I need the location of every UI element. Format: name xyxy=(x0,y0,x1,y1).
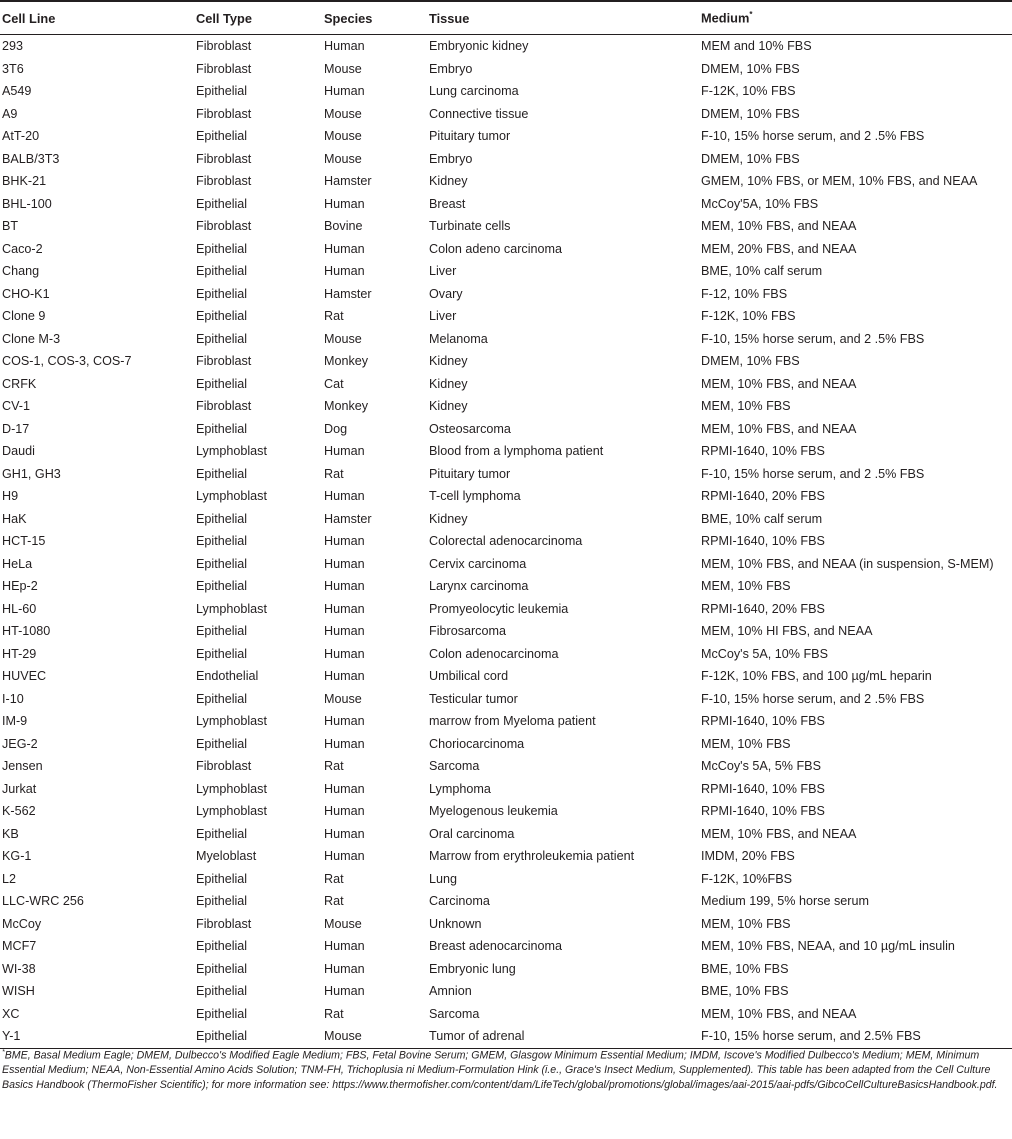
table-row xyxy=(0,845,1012,868)
cell-cell-line: HT-29 xyxy=(2,646,37,661)
table-header xyxy=(0,2,1012,35)
cell-tissue: Turbinate cells xyxy=(429,219,511,233)
header-medium-label: Medium xyxy=(701,10,750,26)
table-row xyxy=(0,1025,1012,1048)
cell-species: Human xyxy=(324,196,365,211)
cell-tissue: Sarcoma xyxy=(429,1006,480,1021)
table-footnote xyxy=(2,1046,1008,1092)
table-row xyxy=(0,868,1012,891)
cell-species: Mouse xyxy=(324,61,362,76)
header-tissue: Tissue xyxy=(427,2,699,35)
header-species: Species xyxy=(322,2,427,35)
cell-tissue: Carcinoma xyxy=(429,894,490,908)
cell-tissue: Kidney xyxy=(429,354,468,368)
table-row xyxy=(0,373,1012,396)
cell-medium: MEM, 10% FBS xyxy=(701,579,791,593)
cell-medium: BME, 10% FBS xyxy=(701,961,789,976)
cell-cell-line: Y-1 xyxy=(0,1025,194,1048)
cell-cell-line: A9 xyxy=(2,106,18,121)
cell-cell-type: Epithelial xyxy=(196,309,248,323)
cell-cell-type: Lymphoblast xyxy=(196,804,267,818)
cell-medium: MEM, 10% FBS, and NEAA xyxy=(701,421,857,436)
cell-cell-type: Myeloblast xyxy=(196,849,257,863)
cell-medium: MEM, 10% FBS, and NEAA (in suspension, S-MEM) xyxy=(701,556,994,571)
table-row xyxy=(0,148,1012,171)
cell-medium: RPMI-1640, 10% FBS xyxy=(701,534,825,548)
cell-medium: RPMI-1640, 10% FBS xyxy=(701,804,825,818)
cell-cell-type: Epithelial xyxy=(196,961,248,976)
cell-medium: MEM, 20% FBS, and NEAA xyxy=(701,241,857,256)
cell-cell-line: McCoy xyxy=(2,916,42,931)
table-row xyxy=(0,440,1012,463)
table-row xyxy=(0,58,1012,81)
cell-medium: MEM, 10% FBS xyxy=(701,399,791,413)
cell-tissue: Kidney xyxy=(429,174,468,188)
cell-cell-line: Clone M-3 xyxy=(2,331,61,346)
cell-tissue: marrow from Myeloma patient xyxy=(429,714,596,728)
cell-cell-type: Epithelial xyxy=(196,871,248,886)
cell-cell-line: AtT-20 xyxy=(2,129,40,143)
table-row xyxy=(0,980,1012,1003)
cell-species: Human xyxy=(324,781,365,796)
cell-species: Human xyxy=(324,534,365,548)
cell-cell-line: Daudi xyxy=(2,444,35,458)
cell-species: Mouse xyxy=(322,1025,427,1048)
table-row xyxy=(0,620,1012,643)
cell-species: Mouse xyxy=(324,331,362,346)
cell-tissue: Melanoma xyxy=(429,331,488,346)
cell-medium: BME, 10% calf serum xyxy=(701,264,823,278)
footnote-text: BME, Basal Medium Eagle; DMEM, Dulbecco's Modified Eagle Medium; FBS, Fetal Bovine Serum; GMEM, Glasgow Minimum Essential Medium; IMDM, Iscove's Modified Dulbecco's Medium; MEM, Minimum Essential Medium; NEAA, Non-Essential Amino Acids Solution; TNM-FH, Trichoplusia ni Medium-Formulation Hink (i.e., Grace's Insect Medium, Supplemented). This table has been adapted from the Cell Culture Basics Handbook (ThermoFisher Scientific); for more information see: https://www.thermofisher.com/content/dam/LifeTech/global/promotions/global/images/aai-2015/aai-pdfs/GibcoCellCultureBasicsHandbook.pdf. xyxy=(2,1049,998,1091)
table-row xyxy=(0,328,1012,351)
cell-cell-type: Epithelial xyxy=(196,241,248,256)
cell-tissue: Umbilical cord xyxy=(429,669,509,683)
cell-cell-line: IM-9 xyxy=(2,714,28,728)
table-row xyxy=(0,260,1012,283)
cell-tissue: Fibrosarcoma xyxy=(429,624,506,638)
table-row xyxy=(0,575,1012,598)
cell-tissue: Blood from a lymphoma patient xyxy=(429,444,604,458)
cell-tissue: Kidney xyxy=(429,511,468,526)
cell-tissue: Embryonic lung xyxy=(429,961,516,976)
cell-species: Monkey xyxy=(324,399,369,413)
table-row xyxy=(0,395,1012,418)
cell-medium: RPMI-1640, 10% FBS xyxy=(701,444,825,458)
cell-medium: MEM, 10% FBS, and NEAA xyxy=(701,1006,857,1021)
table-row xyxy=(0,530,1012,553)
cell-medium: DMEM, 10% FBS xyxy=(701,151,800,166)
cell-species: Hamster xyxy=(324,511,372,526)
cell-cell-type: Epithelial xyxy=(196,129,248,143)
cell-cell-type: Fibroblast xyxy=(196,151,252,166)
cell-cell-type: Epithelial xyxy=(196,691,248,706)
cell-medium: F-12K, 10% FBS xyxy=(701,84,796,98)
cell-medium: RPMI-1640, 10% FBS xyxy=(701,781,825,796)
cell-tissue: Pituitary tumor xyxy=(429,466,511,481)
cell-medium: F-12K, 10% FBS, and 100 µg/mL heparin xyxy=(701,669,932,683)
table-row xyxy=(0,800,1012,823)
cell-tissue: Marrow from erythroleukemia patient xyxy=(429,849,635,863)
cell-cell-line: 3T6 xyxy=(2,61,24,76)
table-row xyxy=(0,485,1012,508)
cell-tissue: Connective tissue xyxy=(429,106,529,121)
cell-cell-line: WISH xyxy=(2,984,35,998)
cell-cell-type: Fibroblast xyxy=(196,61,252,76)
cell-medium: MEM, 10% FBS, and NEAA xyxy=(701,219,857,233)
table-row xyxy=(0,598,1012,621)
cell-species: Rat xyxy=(324,871,344,886)
cell-species: Human xyxy=(324,939,365,953)
table-row xyxy=(0,643,1012,666)
cell-cell-type: Epithelial xyxy=(196,624,248,638)
cell-species: Human xyxy=(324,804,365,818)
cell-species: Hamster xyxy=(324,286,372,301)
table-row xyxy=(0,958,1012,981)
cell-cell-type: Lymphoblast xyxy=(196,444,267,458)
cell-tissue: Embryo xyxy=(429,151,473,166)
table-row xyxy=(0,350,1012,373)
cell-cell-line: KB xyxy=(2,826,19,841)
cell-medium: BME, 10% calf serum xyxy=(701,511,823,526)
cell-cell-line: HT-1080 xyxy=(2,624,51,638)
table-row xyxy=(0,283,1012,306)
cell-cell-line: HUVEC xyxy=(2,669,47,683)
cell-cell-type: Fibroblast xyxy=(196,759,252,773)
cell-medium: McCoy's 5A, 10% FBS xyxy=(701,646,828,661)
cell-cell-type: Epithelial xyxy=(196,511,248,526)
table-row xyxy=(0,935,1012,958)
cell-tissue: Embryo xyxy=(429,61,473,76)
cell-tissue: Lymphoma xyxy=(429,781,491,796)
cell-species: Rat xyxy=(324,894,344,908)
footnote-marker: * xyxy=(2,1049,5,1056)
table-row xyxy=(0,305,1012,328)
table-row xyxy=(0,823,1012,846)
cell-cell-type: Epithelial xyxy=(194,1025,322,1048)
cell-cell-type: Lymphoblast xyxy=(196,489,267,503)
cell-cell-line: H9 xyxy=(2,489,19,503)
cell-cell-line: HEp-2 xyxy=(2,579,38,593)
cell-tissue: Tumor of adrenal xyxy=(427,1025,699,1048)
cell-cell-line: 293 xyxy=(2,39,24,53)
cell-tissue: Amnion xyxy=(429,984,472,998)
cell-medium: F-10, 15% horse serum, and 2 .5% FBS xyxy=(701,691,925,706)
cell-cell-type: Epithelial xyxy=(196,556,248,571)
cell-medium: IMDM, 20% FBS xyxy=(701,849,795,863)
cell-cell-line: BALB/3T3 xyxy=(2,151,60,166)
cell-cell-type: Lymphoblast xyxy=(196,781,267,796)
cell-cell-line: LLC-WRC 256 xyxy=(2,894,84,908)
cell-medium: F-12K, 10% FBS xyxy=(701,309,796,323)
cell-cell-type: Epithelial xyxy=(196,264,248,278)
cell-species: Human xyxy=(324,601,365,616)
cell-cell-line: BHK-21 xyxy=(2,174,47,188)
cell-cell-type: Lymphoblast xyxy=(196,714,267,728)
cell-cell-type: Epithelial xyxy=(196,534,248,548)
cell-cell-type: Epithelial xyxy=(196,984,248,998)
cell-tissue: Kidney xyxy=(429,399,468,413)
cell-species: Cat xyxy=(324,376,344,391)
cell-cell-type: Endothelial xyxy=(196,669,259,683)
cell-cell-line: CV-1 xyxy=(2,399,30,413)
cell-tissue: Sarcoma xyxy=(429,759,480,773)
cell-cell-type: Epithelial xyxy=(196,736,248,751)
cell-medium: F-10, 15% horse serum, and 2 .5% FBS xyxy=(701,466,925,481)
cell-cell-line: COS-1, COS-3, COS-7 xyxy=(2,354,132,368)
cell-species: Rat xyxy=(324,759,344,773)
cell-species: Rat xyxy=(324,309,344,323)
cell-medium: F-10, 15% horse serum, and 2.5% FBS xyxy=(699,1025,1012,1048)
table-row xyxy=(0,463,1012,486)
cell-cell-line: HaK xyxy=(2,511,27,526)
cell-medium: RPMI-1640, 20% FBS xyxy=(701,601,825,616)
cell-cell-line: Caco-2 xyxy=(2,241,43,256)
cell-tissue: Breast xyxy=(429,196,466,211)
cell-species: Human xyxy=(324,984,365,998)
cell-medium: MEM, 10% FBS, and NEAA xyxy=(701,376,857,391)
cell-cell-line: K-562 xyxy=(2,804,36,818)
cell-cell-type: Epithelial xyxy=(196,579,248,593)
cell-cell-type: Epithelial xyxy=(196,331,248,346)
cell-medium: RPMI-1640, 10% FBS xyxy=(701,714,825,728)
cell-medium: F-12K, 10%FBS xyxy=(701,871,792,886)
table-row xyxy=(0,1003,1012,1026)
cell-tissue: Lung xyxy=(429,871,458,886)
cell-medium: MEM, 10% FBS xyxy=(701,916,791,931)
cell-cell-line: BHL-100 xyxy=(2,196,52,211)
cell-cell-type: Epithelial xyxy=(196,466,248,481)
cell-tissue: Cervix carcinoma xyxy=(429,556,527,571)
cell-cell-type: Epithelial xyxy=(196,894,248,908)
cell-cell-type: Lymphoblast xyxy=(196,601,267,616)
table-row xyxy=(0,80,1012,103)
cell-tissue: Pituitary tumor xyxy=(429,129,511,143)
cell-cell-line: BT xyxy=(2,219,19,233)
header-medium xyxy=(699,2,1012,35)
header-cell-type: Cell Type xyxy=(194,2,322,35)
cell-cell-type: Fibroblast xyxy=(196,399,252,413)
cell-species: Human xyxy=(324,556,365,571)
cell-cell-line: XC xyxy=(2,1006,20,1021)
cell-medium: F-10, 15% horse serum, and 2 .5% FBS xyxy=(701,331,925,346)
cell-tissue: Ovary xyxy=(429,286,463,301)
cell-species: Human xyxy=(324,264,365,278)
cell-cell-line: WI-38 xyxy=(2,961,36,976)
cell-cell-type: Fibroblast xyxy=(196,106,252,121)
cell-tissue: Embryonic kidney xyxy=(429,39,529,53)
table-row xyxy=(0,193,1012,216)
table-row xyxy=(0,508,1012,531)
cell-cell-line: JEG-2 xyxy=(2,736,38,751)
cell-tissue: Liver xyxy=(429,264,457,278)
cell-species: Mouse xyxy=(324,151,362,166)
table-row xyxy=(0,665,1012,688)
cell-cell-line: Jurkat xyxy=(2,781,37,796)
table-row xyxy=(0,778,1012,801)
cell-cell-type: Fibroblast xyxy=(196,916,252,931)
cell-medium: DMEM, 10% FBS xyxy=(701,61,800,76)
cell-species: Human xyxy=(324,444,365,458)
cell-cell-line: D-17 xyxy=(2,421,30,436)
cell-species: Human xyxy=(324,826,365,841)
cell-species: Rat xyxy=(324,1006,344,1021)
cell-tissue: Breast adenocarcinoma xyxy=(429,939,563,953)
cell-cell-type: Epithelial xyxy=(196,196,248,211)
cell-tissue: Kidney xyxy=(429,376,468,391)
cell-cell-type: Fibroblast xyxy=(196,174,252,188)
cell-species: Human xyxy=(324,736,365,751)
cell-medium: DMEM, 10% FBS xyxy=(701,354,800,368)
cell-cell-line: Clone 9 xyxy=(2,309,46,323)
cell-tissue: Unknown xyxy=(429,916,482,931)
cell-tissue: Choriocarcinoma xyxy=(429,736,525,751)
cell-cell-type: Epithelial xyxy=(196,84,248,98)
table-row xyxy=(0,890,1012,913)
cell-cell-type: Epithelial xyxy=(196,376,248,391)
table-row xyxy=(0,553,1012,576)
cell-tissue: Promyeolocytic leukemia xyxy=(429,601,569,616)
cell-cell-line: HL-60 xyxy=(2,601,37,616)
cell-medium: McCoy'5A, 10% FBS xyxy=(701,196,819,211)
cell-tissue: Colorectal adenocarcinoma xyxy=(429,534,583,548)
cell-cell-type: Fibroblast xyxy=(196,219,252,233)
cell-cell-line: GH1, GH3 xyxy=(2,466,61,481)
cell-species: Bovine xyxy=(324,219,363,233)
cell-tissue: Osteosarcoma xyxy=(429,421,511,436)
cell-species: Human xyxy=(324,489,365,503)
table-row xyxy=(0,238,1012,261)
cell-cell-type: Epithelial xyxy=(196,939,248,953)
cell-species: Mouse xyxy=(324,916,362,931)
table-row xyxy=(0,418,1012,441)
cell-species: Human xyxy=(324,624,365,638)
table-row xyxy=(0,733,1012,756)
cell-tissue: Colon adenocarcinoma xyxy=(429,646,559,661)
cell-cell-line: CHO-K1 xyxy=(2,286,50,301)
cell-medium: MEM, 10% FBS, and NEAA xyxy=(701,826,857,841)
cell-cell-type: Epithelial xyxy=(196,421,248,436)
cell-cell-line: A549 xyxy=(2,84,32,98)
cell-species: Rat xyxy=(324,466,344,481)
cell-cell-line: KG-1 xyxy=(2,849,32,863)
cell-cell-line: I-10 xyxy=(2,691,24,706)
cell-cell-type: Epithelial xyxy=(196,286,248,301)
cell-species: Human xyxy=(324,961,365,976)
cell-cell-type: Fibroblast xyxy=(196,39,252,53)
cell-medium: MEM, 10% FBS xyxy=(701,736,791,751)
cell-medium: F-12, 10% FBS xyxy=(701,286,788,301)
header-cell-line: Cell Line xyxy=(0,2,194,35)
cell-species: Human xyxy=(324,669,365,683)
cell-medium: RPMI-1640, 20% FBS xyxy=(701,489,825,503)
cell-cell-line: CRFK xyxy=(2,376,37,391)
cell-species: Human xyxy=(324,646,365,661)
cell-medium: MEM and 10% FBS xyxy=(701,39,812,53)
table-row xyxy=(0,710,1012,733)
cell-medium: MEM, 10% FBS, NEAA, and 10 µg/mL insulin xyxy=(701,939,955,953)
table-row xyxy=(0,103,1012,126)
table-body xyxy=(0,35,1012,1049)
table-row xyxy=(0,215,1012,238)
cell-tissue: Larynx carcinoma xyxy=(429,579,529,593)
cell-species: Human xyxy=(324,579,365,593)
cell-species: Monkey xyxy=(324,354,369,368)
cell-cell-type: Epithelial xyxy=(196,1006,248,1021)
table-row xyxy=(0,170,1012,193)
cell-species: Human xyxy=(324,849,365,863)
table-row xyxy=(0,755,1012,778)
cell-cell-type: Epithelial xyxy=(196,646,248,661)
table-row xyxy=(0,125,1012,148)
table-row xyxy=(0,688,1012,711)
cell-species: Mouse xyxy=(324,129,362,143)
header-medium-footnote-marker: * xyxy=(749,10,753,20)
cell-cell-line: L2 xyxy=(2,871,17,886)
cell-medium: GMEM, 10% FBS, or MEM, 10% FBS, and NEAA xyxy=(701,174,978,188)
cell-tissue: Colon adeno carcinoma xyxy=(429,241,563,256)
cell-medium: F-10, 15% horse serum, and 2 .5% FBS xyxy=(701,129,925,143)
cell-cell-line: MCF7 xyxy=(2,939,37,953)
cell-medium: Medium 199, 5% horse serum xyxy=(701,894,869,908)
cell-species: Mouse xyxy=(324,691,362,706)
cell-species: Human xyxy=(324,241,365,256)
cell-tissue: Lung carcinoma xyxy=(429,84,519,98)
cell-cell-type: Fibroblast xyxy=(196,354,252,368)
cell-tissue: Myelogenous leukemia xyxy=(429,804,558,818)
cell-cell-type: Epithelial xyxy=(196,826,248,841)
table-row xyxy=(0,913,1012,936)
cell-tissue: T-cell lymphoma xyxy=(429,489,521,503)
cell-tissue: Testicular tumor xyxy=(429,691,518,706)
table-row xyxy=(0,35,1012,58)
cell-species: Human xyxy=(324,84,365,98)
cell-medium: BME, 10% FBS xyxy=(701,984,789,998)
cell-species: Dog xyxy=(324,421,348,436)
cell-medium: DMEM, 10% FBS xyxy=(701,106,800,121)
cell-medium: McCoy's 5A, 5% FBS xyxy=(701,759,821,773)
cell-line-table xyxy=(0,2,1012,1049)
cell-species: Human xyxy=(324,39,365,53)
header-row xyxy=(0,2,1012,35)
cell-cell-line: Chang xyxy=(2,264,40,278)
cell-tissue: Liver xyxy=(429,309,457,323)
cell-cell-line: HCT-15 xyxy=(2,534,46,548)
cell-medium: MEM, 10% HI FBS, and NEAA xyxy=(701,624,873,638)
cell-species: Mouse xyxy=(324,106,362,121)
cell-tissue: Oral carcinoma xyxy=(429,826,515,841)
cell-cell-line: HeLa xyxy=(2,556,33,571)
cell-species: Human xyxy=(324,714,365,728)
cell-cell-line: Jensen xyxy=(2,759,43,773)
cell-species: Hamster xyxy=(324,174,372,188)
